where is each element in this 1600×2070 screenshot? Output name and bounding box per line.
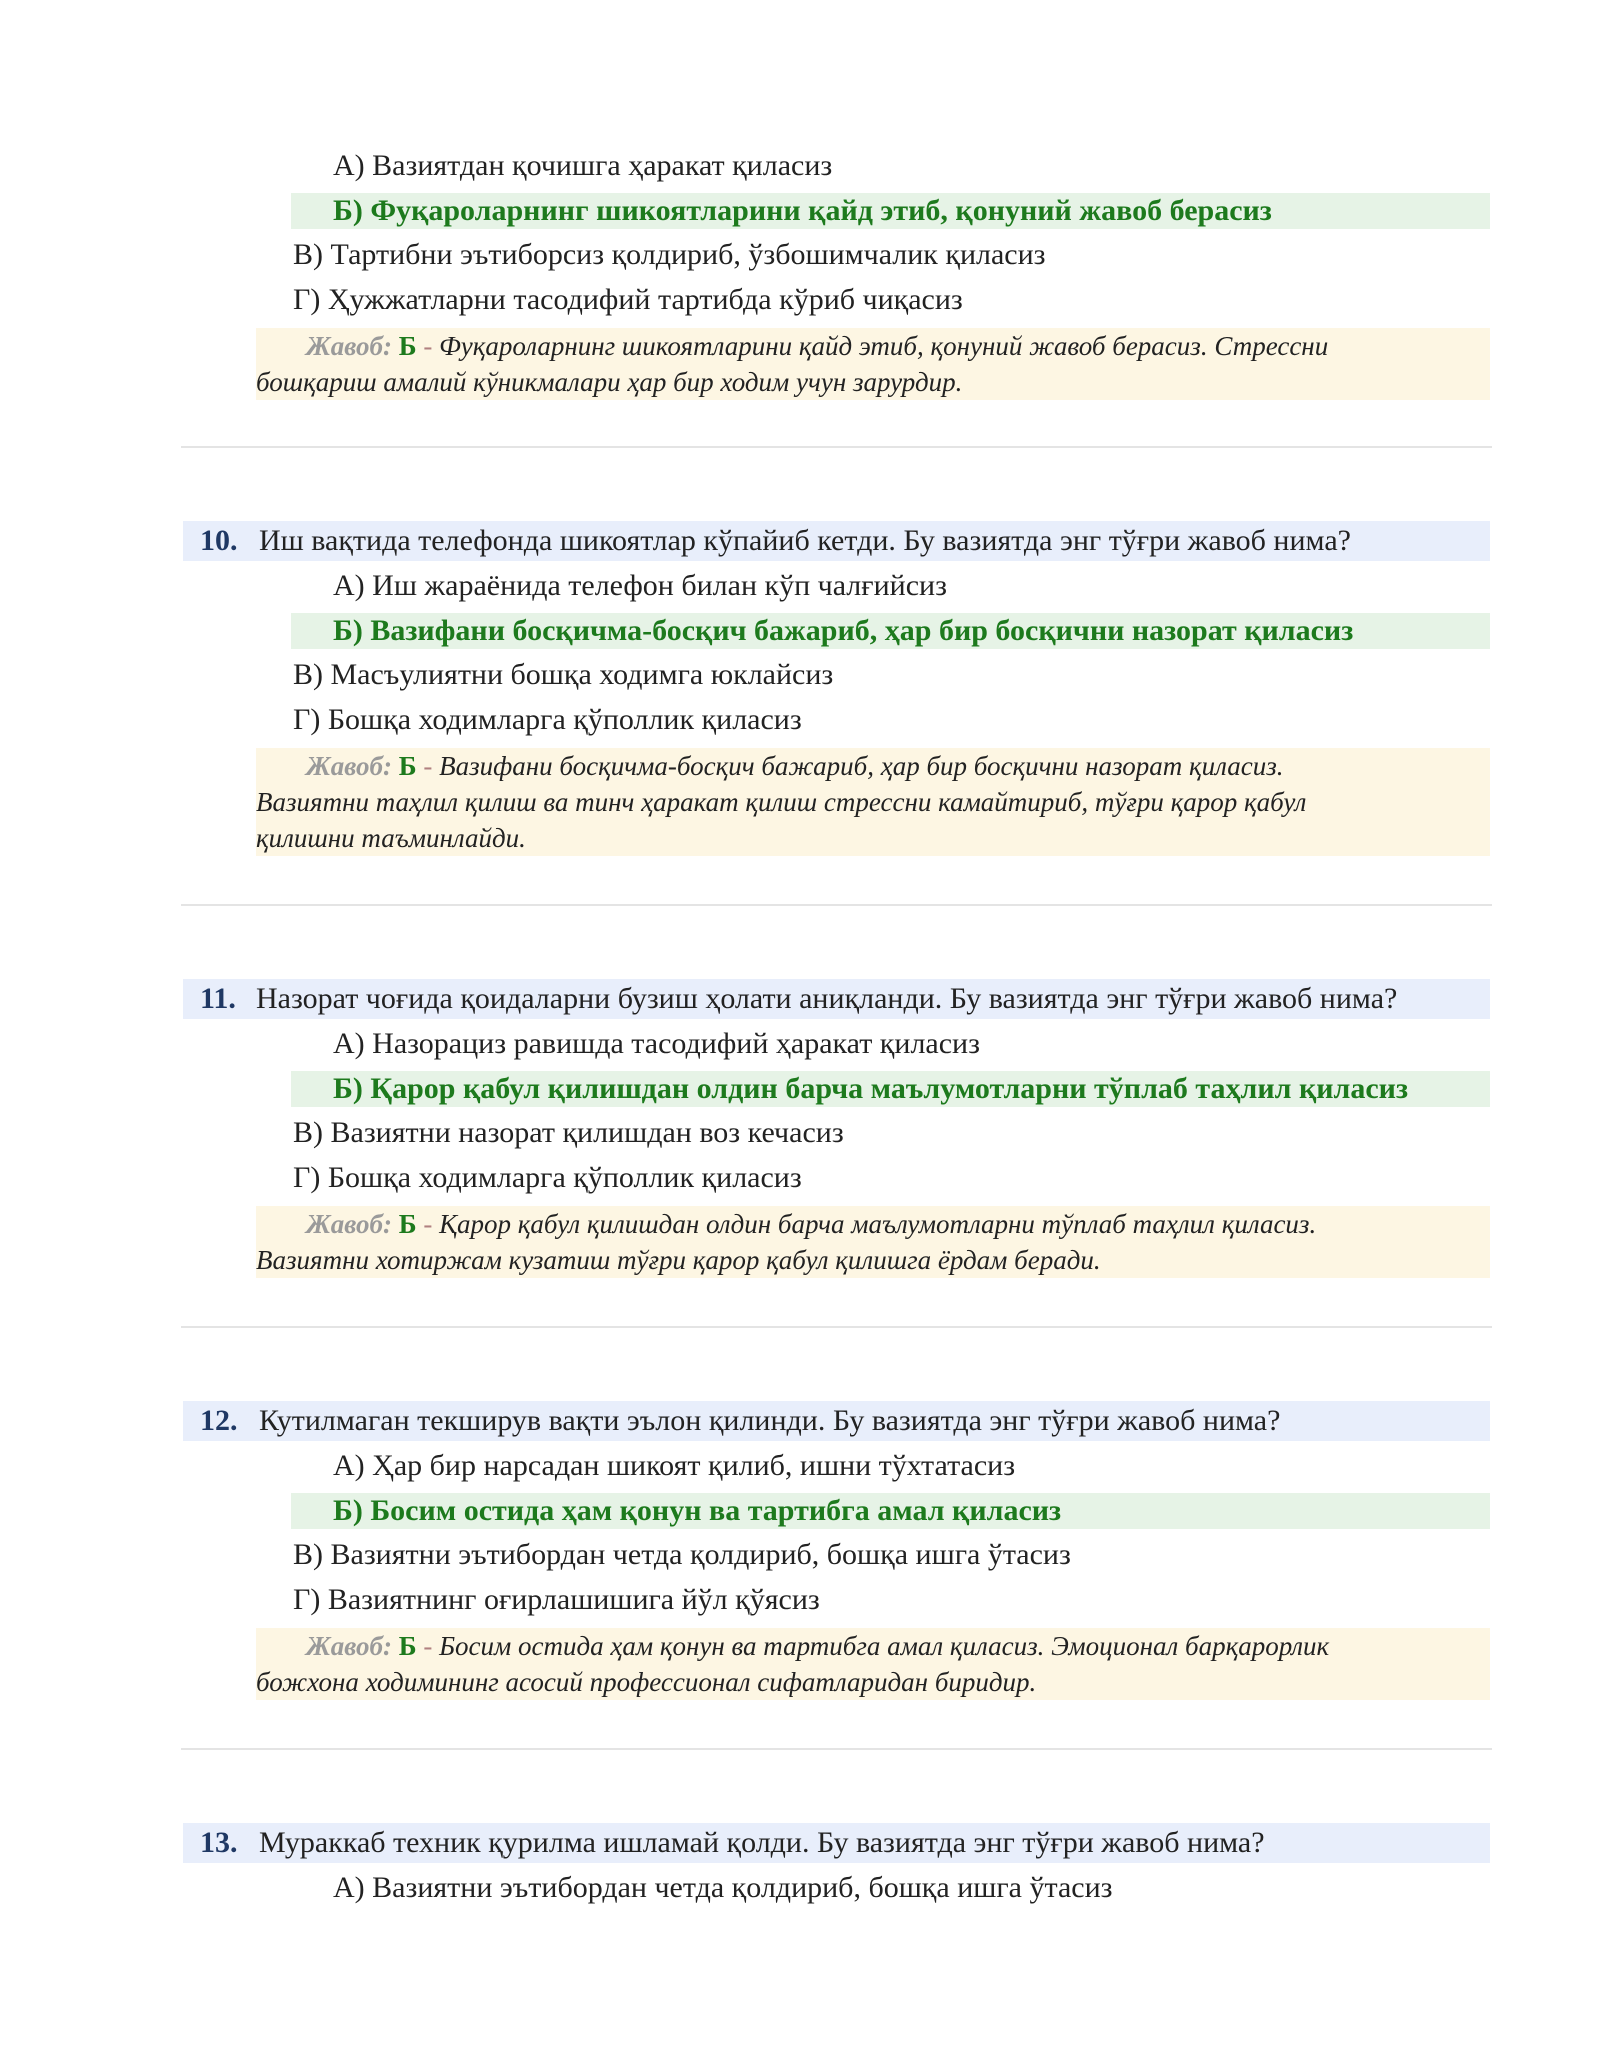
- answer-line-1: [306, 328, 1328, 364]
- answer-letter: Б: [398, 331, 417, 361]
- answer-box: [256, 1628, 1490, 1700]
- answer-line-1: [306, 1206, 1316, 1242]
- question-text: Назорат чоғида қоидаларни бузиш ҳолати аниқланди. Бу вазиятда энг тўғри жавоб нима?: [256, 982, 1398, 1015]
- answer-box: [256, 748, 1490, 856]
- answer-line-2: божхона ходимининг асосий профессионал сифатларидан биридир.: [256, 1667, 1037, 1697]
- answer-text: Босим остида ҳам қонун ва тартибга амал қиласиз. Эмоционал барқарорлик: [439, 1631, 1330, 1661]
- answer-line-2: бошқариш амалий кўникмалари ҳар бир ходим учун зарурдир.: [256, 367, 963, 397]
- option-c: В) Масъулиятни бошқа ходимга юклайсиз: [293, 658, 834, 691]
- answer-text: Вазифани босқичма-босқич бажариб, ҳар бир босқични назорат қиласиз.: [439, 751, 1284, 781]
- question-text: Иш вақтида телефонда шикоятлар кўпайиб кетди. Бу вазиятда энг тўғри жавоб нима?: [259, 524, 1351, 557]
- separator: [181, 1326, 1492, 1328]
- option-a: А) Вазиятдан қочишга ҳаракат қиласиз: [333, 149, 833, 182]
- option-d: Г) Ҳужжатларни тасодифий тартибда кўриб чиқасиз: [293, 283, 963, 316]
- question-number: 10.: [200, 524, 238, 557]
- answer-label: Жавоб:: [306, 331, 392, 361]
- option-b-correct: Б) Босим остида ҳам қонун ва тартибга амал қиласиз: [333, 1494, 1062, 1527]
- option-c: В) Тартибни эътиборсиз қолдириб, ўзбошимчалик қиласиз: [293, 238, 1046, 271]
- answer-line-1: [306, 748, 1284, 784]
- option-c: В) Вазиятни эътибордан четда қолдириб, бошқа ишга ўтасиз: [293, 1538, 1071, 1571]
- answer-line-1: [306, 1628, 1329, 1664]
- answer-box: [256, 328, 1490, 400]
- option-b-correct: Б) Фуқароларнинг шикоятларини қайд этиб, қонуний жавоб берасиз: [333, 194, 1272, 227]
- option-d: Г) Бошқа ходимларга қўполлик қиласиз: [293, 1161, 802, 1194]
- question-header: [183, 1401, 1490, 1441]
- answer-line-3: қилишни таъминлайди.: [256, 823, 526, 853]
- option-c: В) Вазиятни назорат қилишдан воз кечасиз: [293, 1116, 844, 1149]
- answer-letter: Б: [398, 751, 417, 781]
- answer-letter: Б: [398, 1209, 417, 1239]
- answer-box: [256, 1206, 1490, 1278]
- answer-text: Қарор қабул қилишдан олдин барча маълумотларни тўплаб таҳлил қиласиз.: [439, 1209, 1317, 1239]
- answer-dash: -: [423, 751, 433, 781]
- answer-letter: Б: [398, 1631, 417, 1661]
- answer-label: Жавоб:: [306, 751, 392, 781]
- question-number: 11.: [200, 982, 236, 1015]
- question-header: [183, 521, 1490, 561]
- separator: [181, 446, 1492, 448]
- option-d: Г) Вазиятнинг оғирлашишига йўл қўясиз: [293, 1583, 820, 1616]
- answer-dash: -: [423, 1631, 433, 1661]
- option-b-correct: Б) Вазифани босқичма-босқич бажариб, ҳар бир босқични назорат қиласиз: [333, 614, 1354, 647]
- question-text: Кутилмаган текширув вақти эълон қилинди. Бу вазиятда энг тўғри жавоб нима?: [259, 1404, 1281, 1437]
- option-a: А) Назорациз равишда тасодифий ҳаракат қиласиз: [333, 1027, 980, 1060]
- answer-line-2: Вазиятни таҳлил қилиш ва тинч ҳаракат қилиш стрессни камайтириб, тўғри қарор қабул: [256, 787, 1307, 817]
- separator: [181, 904, 1492, 906]
- separator: [181, 1748, 1492, 1750]
- option-b-correct: Б) Қарор қабул қилишдан олдин барча маълумотларни тўплаб таҳлил қиласиз: [333, 1072, 1409, 1105]
- answer-label: Жавоб:: [306, 1631, 392, 1661]
- option-a: А) Ҳар бир нарсадан шикоят қилиб, ишни тўхтатасиз: [333, 1449, 1016, 1482]
- answer-text: Фуқароларнинг шикоятларини қайд этиб, қонуний жавоб берасиз. Стрессни: [439, 331, 1329, 361]
- option-a: А) Вазиятни эътибордан четда қолдириб, бошқа ишга ўтасиз: [333, 1871, 1113, 1904]
- question-text: Мураккаб техник қурилма ишламай қолди. Бу вазиятда энг тўғри жавоб нима?: [259, 1826, 1265, 1859]
- answer-dash: -: [423, 331, 433, 361]
- answer-dash: -: [423, 1209, 433, 1239]
- answer-label: Жавоб:: [306, 1209, 392, 1239]
- option-a: А) Иш жараёнида телефон билан кўп чалғийсиз: [333, 569, 947, 602]
- answer-line-2: Вазиятни хотиржам кузатиш тўғри қарор қабул қилишга ёрдам беради.: [256, 1245, 1101, 1275]
- question-number: 12.: [200, 1404, 238, 1437]
- question-number: 13.: [200, 1826, 238, 1859]
- question-header: [183, 979, 1490, 1019]
- question-header: [183, 1823, 1490, 1863]
- option-d: Г) Бошқа ходимларга қўполлик қиласиз: [293, 703, 802, 736]
